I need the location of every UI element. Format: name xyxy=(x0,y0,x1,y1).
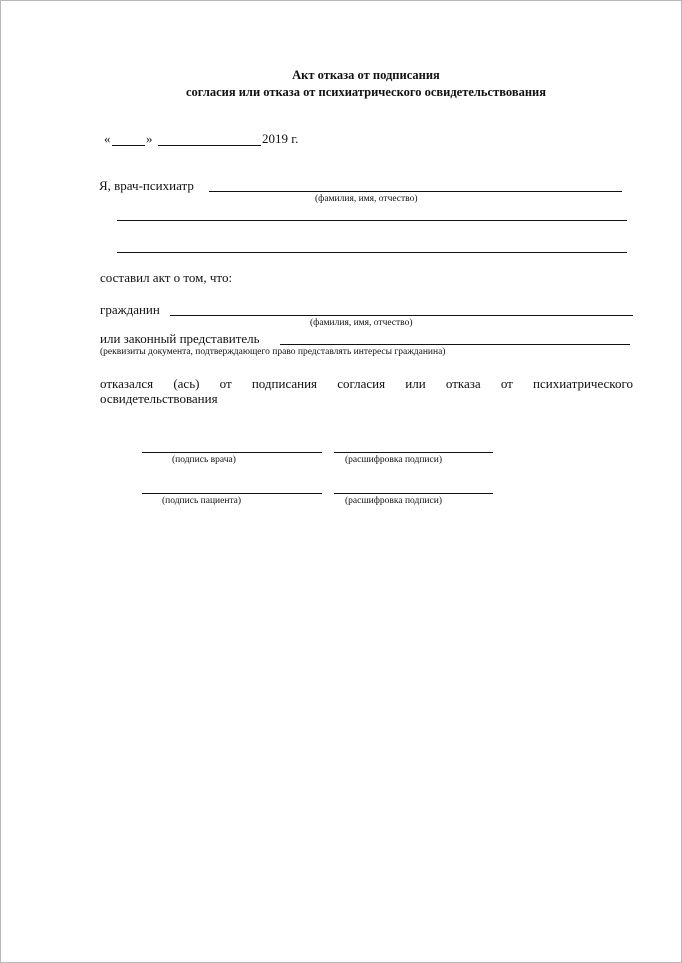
citizen-label: гражданин xyxy=(100,302,160,317)
refusal-word: от xyxy=(500,376,513,391)
refusal-line-1 xyxy=(100,376,633,392)
patient-signature-field[interactable] xyxy=(142,493,322,494)
date-month-field[interactable] xyxy=(158,145,261,146)
doctor-extra-line-1[interactable] xyxy=(117,220,627,221)
document-title-line2: согласия или отказа от психиатрического освидетельствования xyxy=(185,85,547,99)
patient-decode-hint: (расшифровка подписи) xyxy=(345,496,442,506)
refusal-word: от xyxy=(219,376,232,391)
representative-label: или законный представитель xyxy=(100,331,260,346)
document-title-line1: Акт отказа от подписания xyxy=(292,68,440,82)
patient-signature-hint: (подпись пациента) xyxy=(162,496,242,506)
patient-signature-decode-field[interactable] xyxy=(334,493,493,494)
statement-text: составил акт о том, что: xyxy=(100,270,233,285)
refusal-word: подписания xyxy=(251,376,318,391)
representative-hint: (реквизиты документа, подтверждающего право представлять интересы гражданина) xyxy=(100,347,446,357)
refusal-word: психиатрического xyxy=(533,376,633,391)
doctor-signature-decode-field[interactable] xyxy=(334,452,493,453)
doctor-extra-line-2[interactable] xyxy=(117,252,627,253)
doctor-name-hint: (фамилия, имя, отчество) xyxy=(315,194,418,204)
doctor-decode-hint: (расшифровка подписи) xyxy=(345,455,442,465)
refusal-word: или xyxy=(405,376,426,391)
doctor-label: Я, врач-психиатр xyxy=(99,178,194,193)
date-open-quote: « xyxy=(104,131,111,146)
doctor-signature-hint: (подпись врача) xyxy=(172,455,236,465)
doctor-name-field[interactable] xyxy=(209,191,622,192)
doctor-signature-field[interactable] xyxy=(142,452,322,453)
refusal-line-2: освидетельствования xyxy=(100,391,218,406)
refusal-word: согласия xyxy=(337,376,386,391)
representative-field[interactable] xyxy=(280,344,630,345)
citizen-name-field[interactable] xyxy=(170,315,633,316)
citizen-name-hint: (фамилия, имя, отчество) xyxy=(310,318,413,328)
date-year: 2019 г. xyxy=(262,131,299,146)
date-close-quote: » xyxy=(146,131,153,146)
refusal-word: отказался xyxy=(100,376,154,391)
refusal-word: (ась) xyxy=(173,376,200,391)
date-day-field[interactable] xyxy=(112,145,145,146)
refusal-word: отказа xyxy=(445,376,481,391)
